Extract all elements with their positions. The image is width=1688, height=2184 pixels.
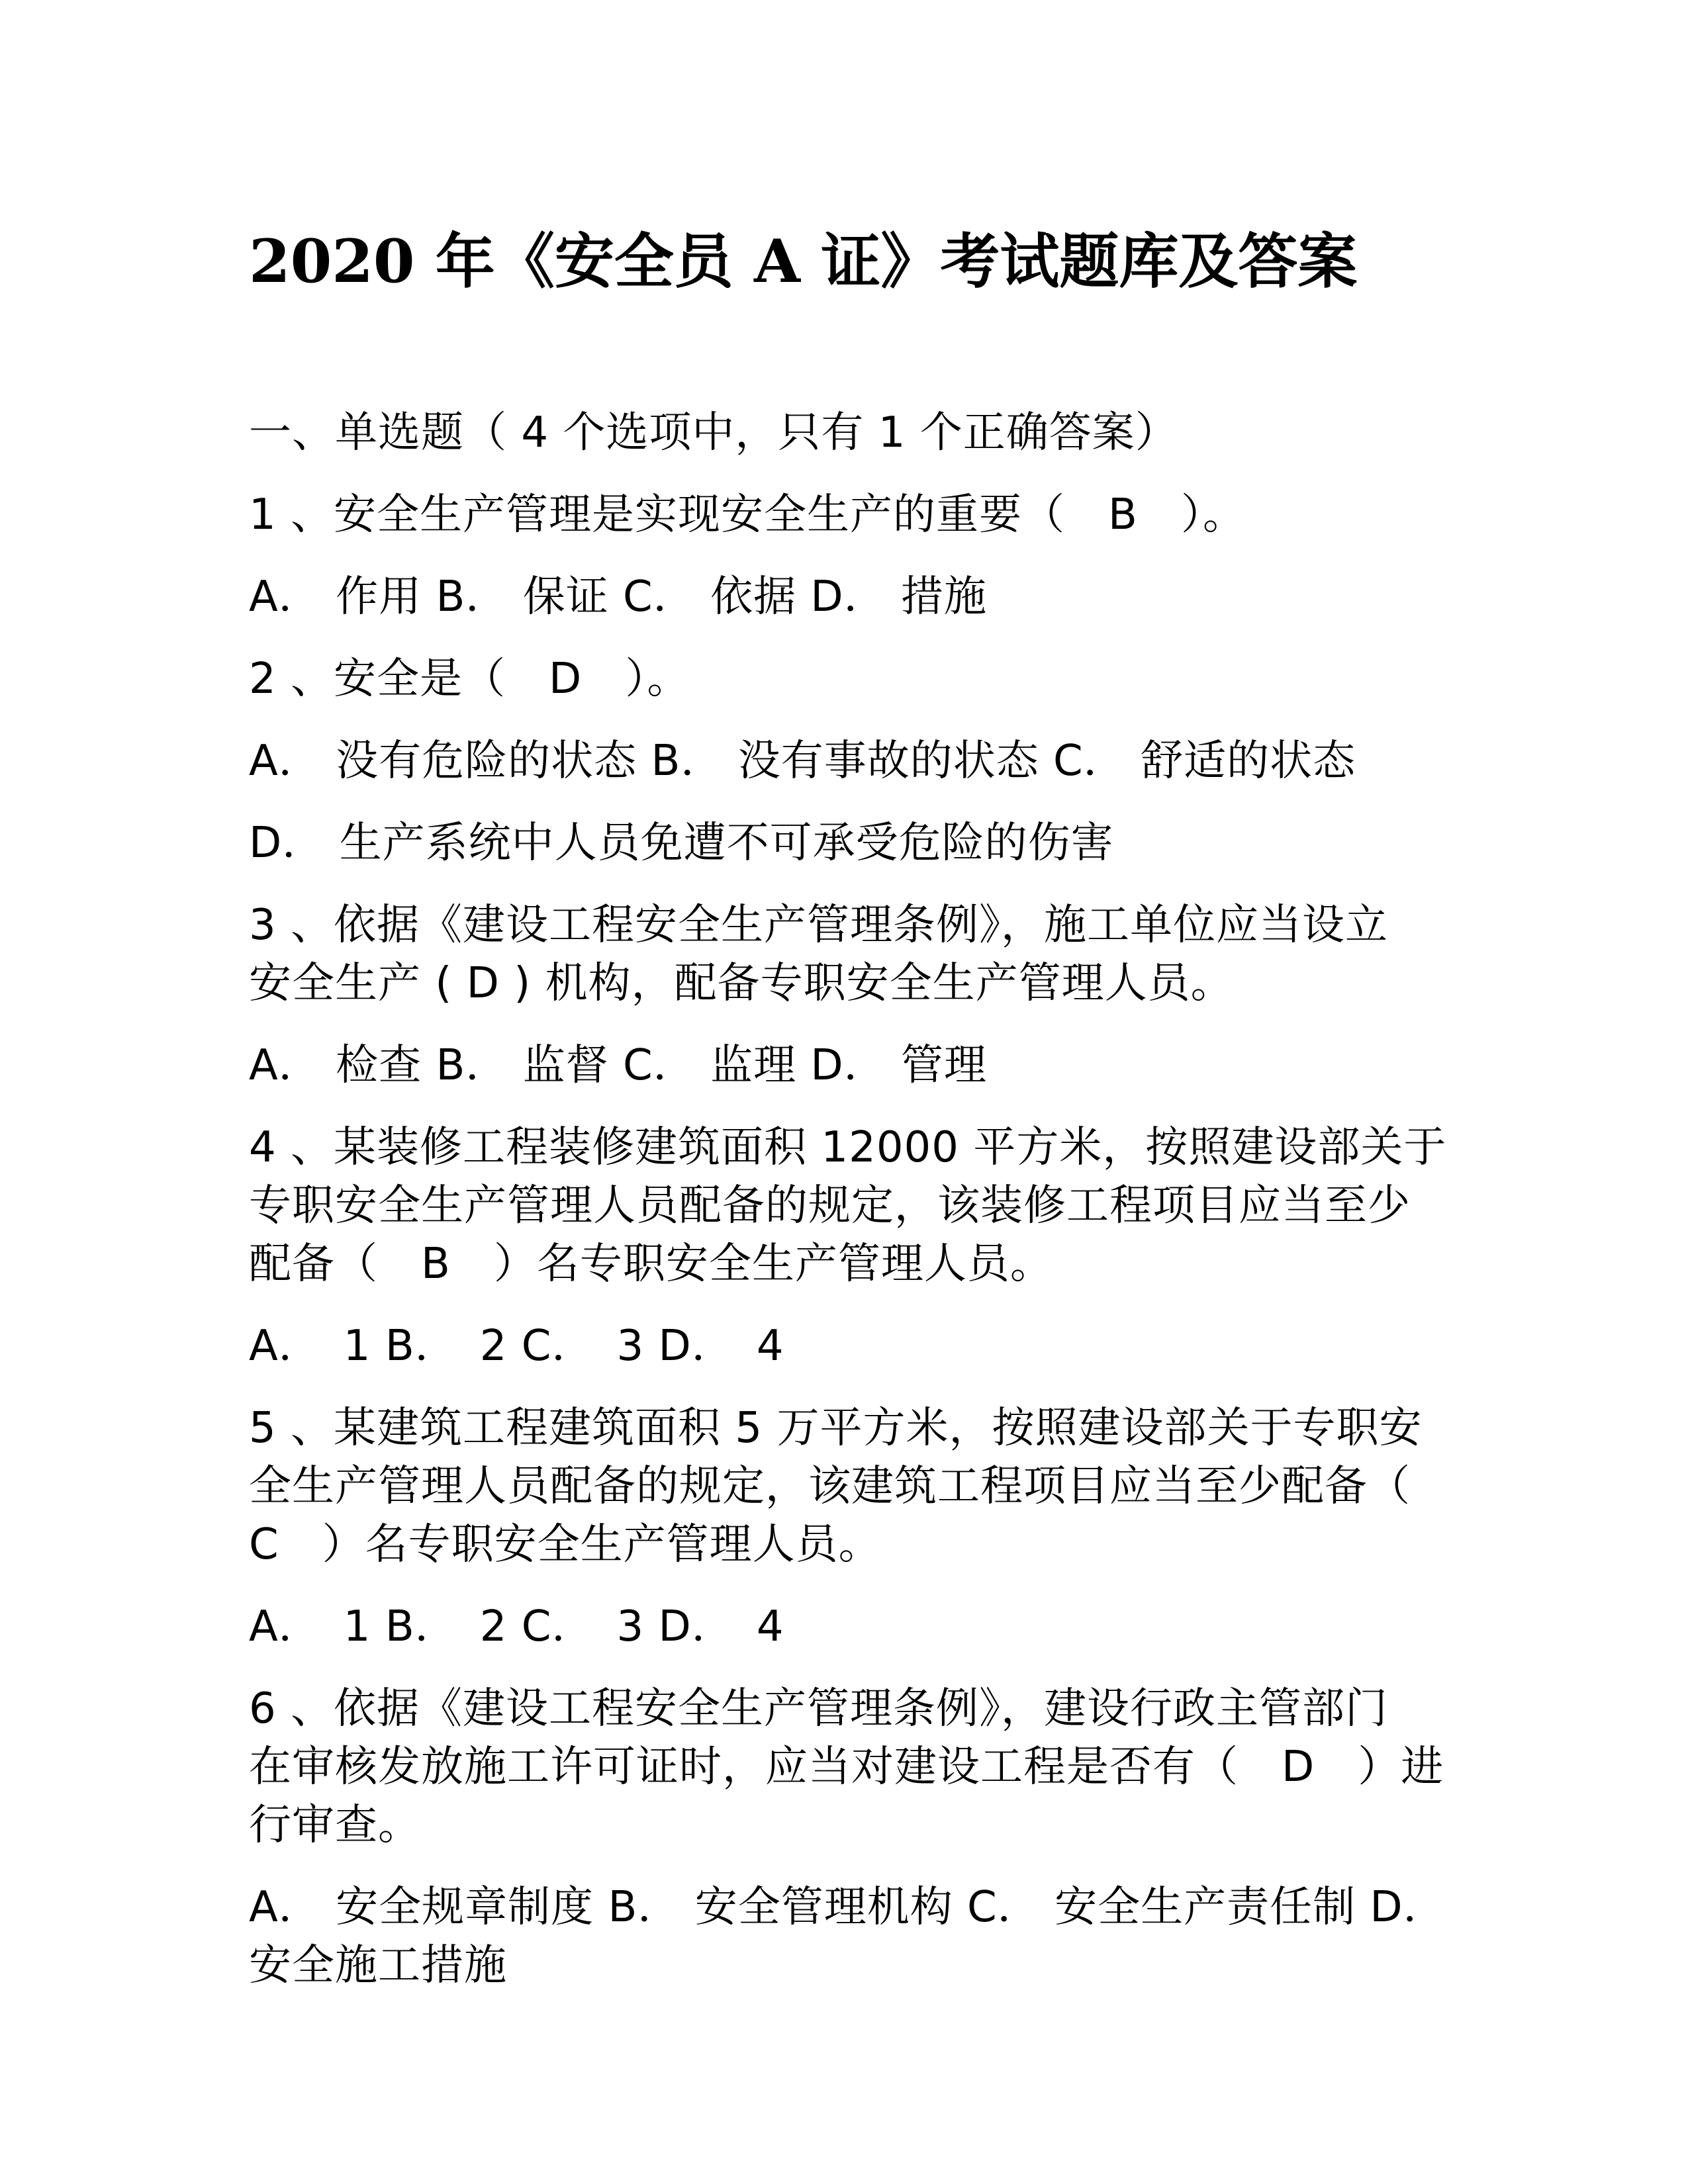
question-line: C ）名专职安全生产管理人员。 [249,1520,882,1569]
question-line: 3 、依据《建设工程安全生产管理条例》，施工单位应当设立 [249,901,1389,950]
document-page [249,218,1447,2138]
question-options [249,732,1440,790]
option-line: D． 生产系统中人员免遭不可承受危险的伤害 [249,819,1114,868]
question-stem [249,650,1440,708]
question-options [249,1878,1446,1995]
option-line: A． 1 B． 2 C． 3 D． 4 [249,1322,784,1371]
question-line: 2 、安全是（ D ）。 [249,655,690,704]
question-options [249,814,1440,872]
question-line: 4 、某装修工程装修建筑面积 12000 平方米，按照建设部关于 [249,1123,1447,1172]
question-line: 行审查。 [249,1801,421,1850]
question-options [249,1598,1440,1656]
question-line: 5 、某建筑工程建筑面积 5 万平方米，按照建设部关于专职安 [249,1404,1423,1453]
question-line: 安全生产 ( D ) 机构，配备专职安全生产管理人员。 [249,959,1234,1008]
question-line: 配备（ B ）名专职安全生产管理人员。 [249,1240,1053,1289]
question-stem [249,486,1440,544]
question-stem [249,1399,1440,1574]
option-line: A． 检查 B． 监督 C． 监理 D． 管理 [249,1041,988,1090]
option-line: 安全施工措施 [249,1941,507,1990]
option-line: A． 没有危险的状态 B． 没有事故的状态 C． 舒适的状态 [249,737,1356,786]
document-body [249,404,1447,2019]
question-stem [249,896,1440,1013]
option-line: A． 1 B． 2 C． 3 D． 4 [249,1602,784,1651]
question-options [249,1036,1440,1095]
section-heading: 一、单选题（ 4 个选项中，只有 1 个正确答案） [249,408,1178,457]
question-line: 6 、依据《建设工程安全生产管理条例》，建设行政主管部门 [249,1684,1389,1733]
question-line: 专职安全生产管理人员配备的规定，该装修工程项目应当至少 [249,1181,1411,1230]
question-stem [249,1118,1447,1293]
question-stem [249,1680,1444,1854]
document-title: 2020 年《安全员 A 证》考试题库及答案 [249,226,1358,296]
question-line: 全生产管理人员配备的规定，该建筑工程项目应当至少配备（ [249,1462,1411,1511]
question-line: 1 、安全生产管理是实现安全生产的重要（ B ）。 [249,490,1246,539]
option-line: A． 作用 B． 保证 C． 依据 D． 措施 [249,572,988,621]
question-line: 在审核发放施工许可证时，应当对建设工程是否有（ D ）进 [249,1743,1444,1792]
question-options [249,568,1440,626]
option-line: A． 安全规章制度 B． 安全管理机构 C． 安全生产责任制 D． [249,1883,1446,1932]
question-options [249,1317,1440,1375]
